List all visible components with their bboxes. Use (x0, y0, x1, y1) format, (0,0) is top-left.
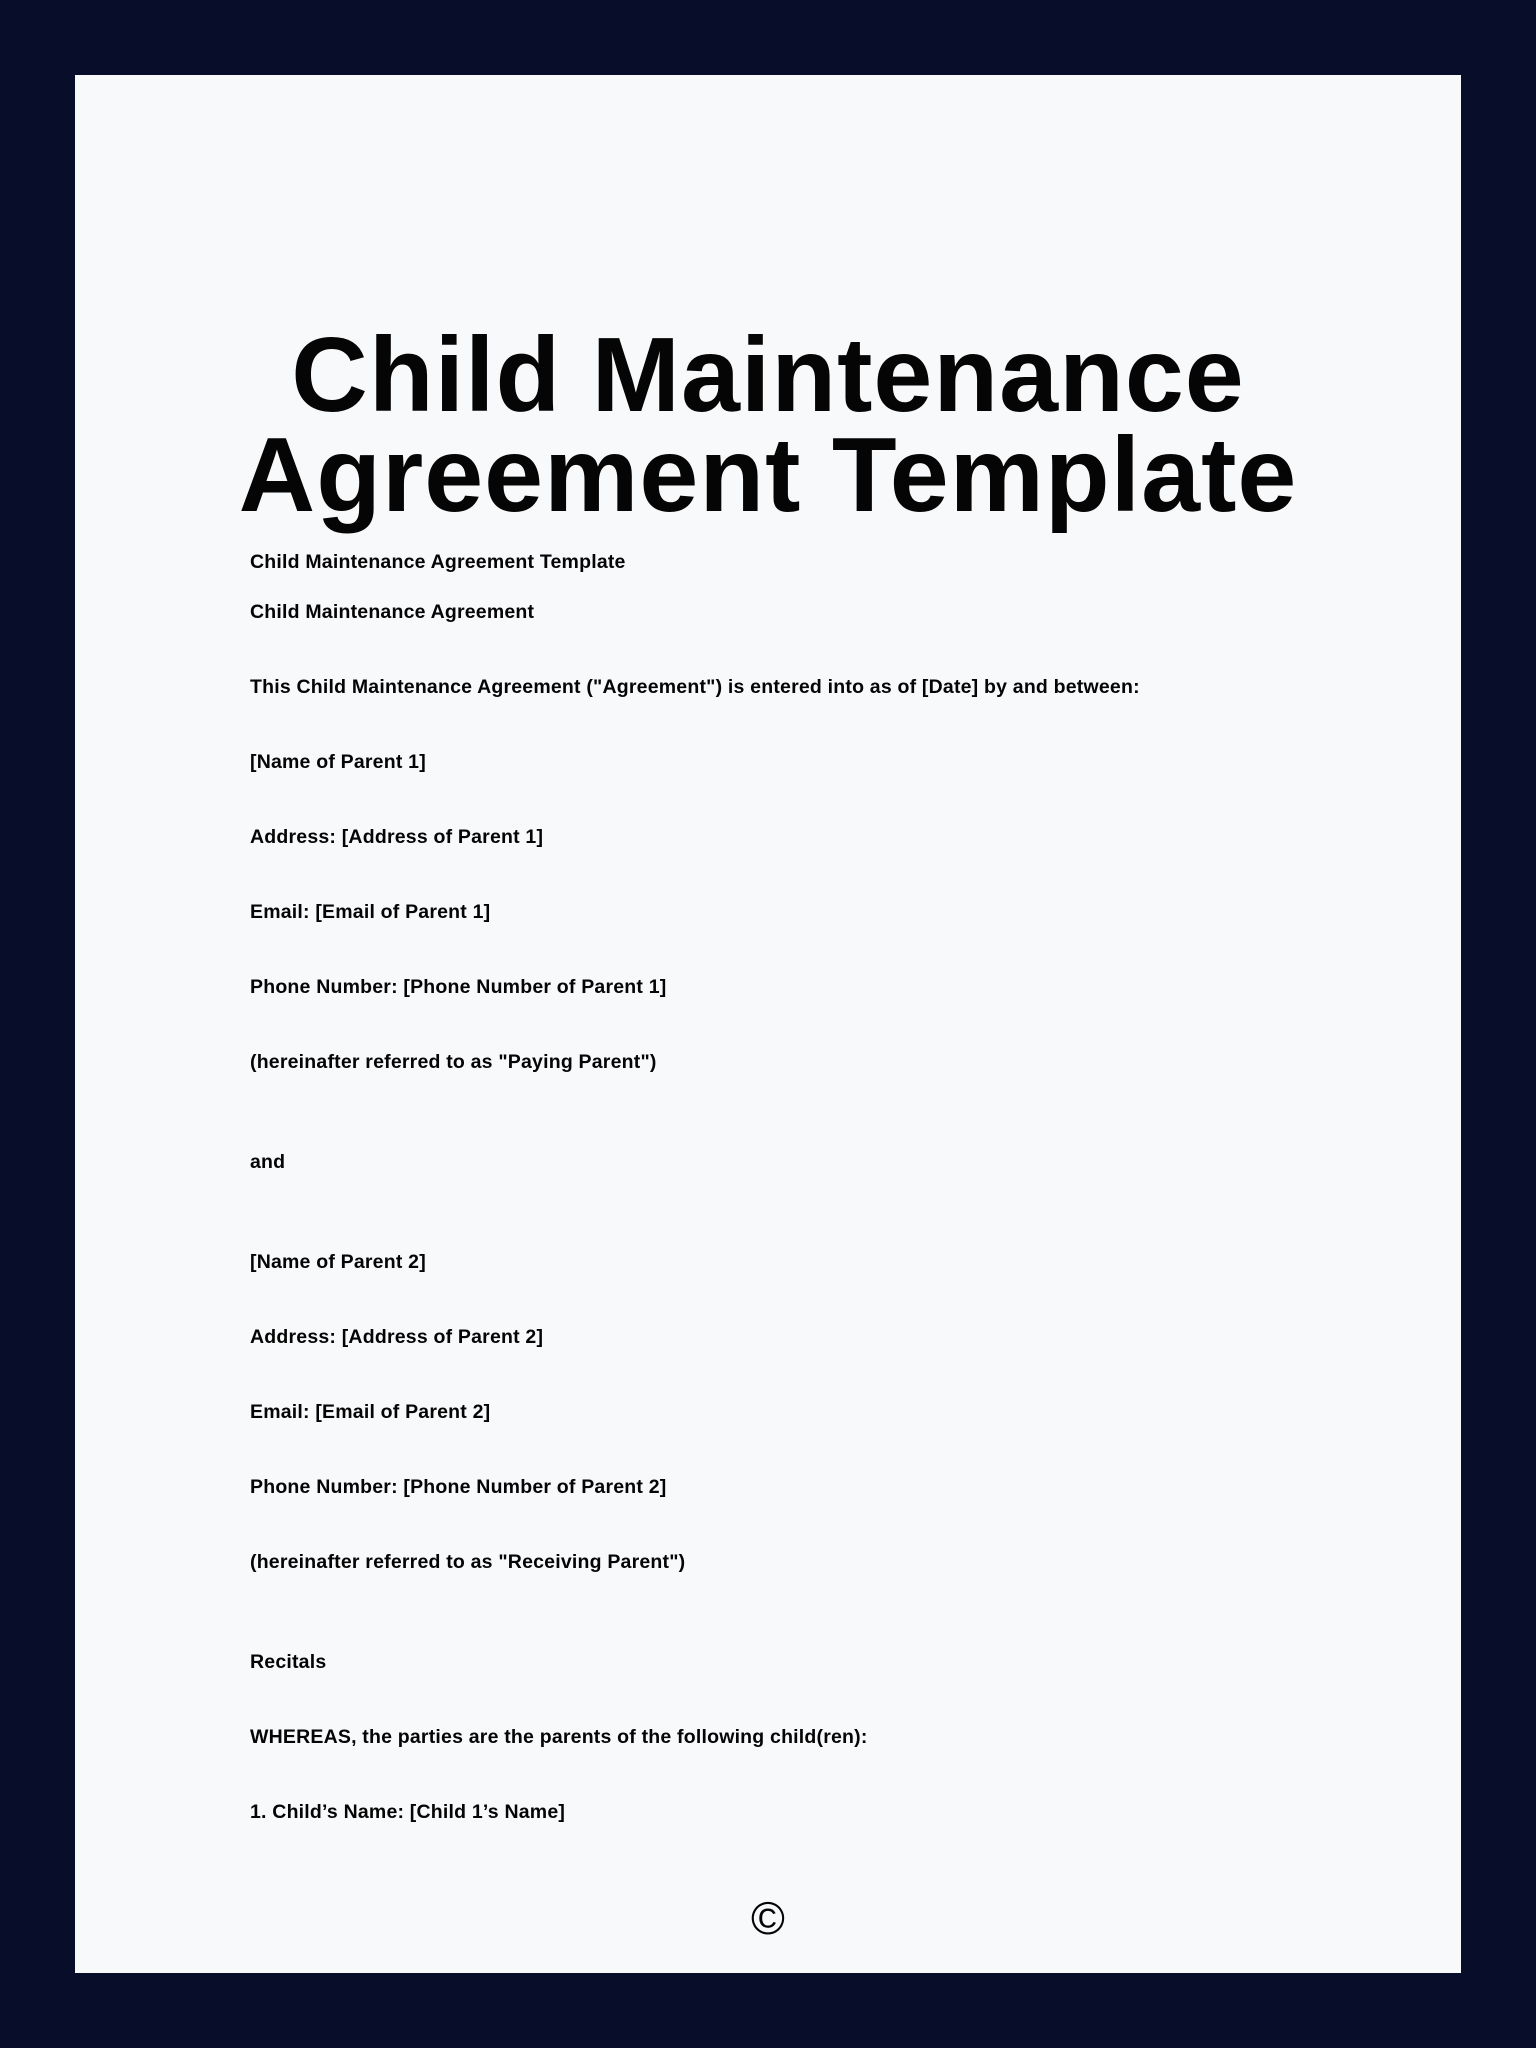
whereas-clause: WHEREAS, the parties are the parents of the following child(ren): (250, 1726, 868, 1748)
recitals-heading: Recitals (250, 1651, 327, 1673)
and-separator: and (250, 1151, 286, 1173)
parent-1-phone: Phone Number: [Phone Number of Parent 1] (250, 976, 667, 998)
parent-2-phone: Phone Number: [Phone Number of Parent 2] (250, 1476, 667, 1498)
parent-1-name: [Name of Parent 1] (250, 751, 426, 773)
document-page (75, 75, 1461, 1973)
parent-1-address: Address: [Address of Parent 1] (250, 826, 544, 848)
template-heading: Child Maintenance Agreement Template (250, 551, 626, 573)
paying-parent-note: (hereinafter referred to as "Paying Parent") (250, 1051, 657, 1073)
parent-2-email: Email: [Email of Parent 2] (250, 1401, 491, 1423)
receiving-parent-note: (hereinafter referred to as "Receiving Parent") (250, 1551, 686, 1573)
document-title (75, 316, 1461, 534)
parent-2-name: [Name of Parent 2] (250, 1251, 426, 1273)
agreement-heading: Child Maintenance Agreement (250, 601, 535, 623)
title-line-1: Child Maintenance (291, 316, 1245, 434)
title-line-2: Agreement Template (238, 416, 1298, 534)
parent-2-address: Address: [Address of Parent 2] (250, 1326, 544, 1348)
intro-paragraph: This Child Maintenance Agreement ("Agreement") is entered into as of [Date] by and between: (250, 676, 1140, 698)
copyright-icon: © (751, 1892, 785, 1944)
parent-1-email: Email: [Email of Parent 1] (250, 901, 491, 923)
child-1-name: 1. Child’s Name: [Child 1’s Name] (250, 1801, 566, 1823)
